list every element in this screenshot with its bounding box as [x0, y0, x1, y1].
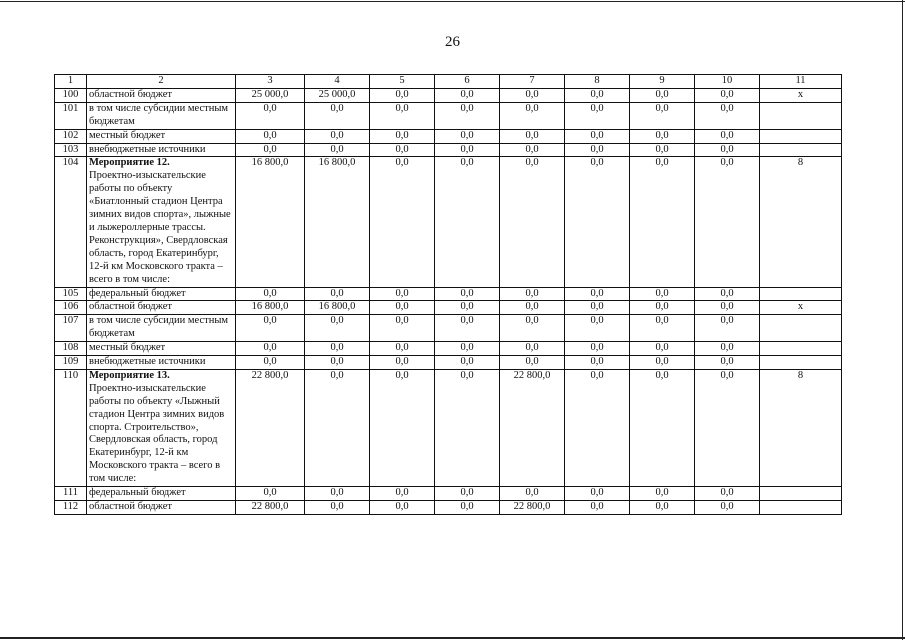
target-indicator-cell — [760, 143, 842, 157]
amount-cell: 0,0 — [236, 129, 305, 143]
target-indicator-cell — [760, 501, 842, 515]
amount-cell: 0,0 — [435, 102, 500, 129]
amount-cell: 0,0 — [435, 315, 500, 342]
column-header: 1 — [55, 75, 87, 89]
amount-cell: 0,0 — [695, 342, 760, 356]
amount-cell: 0,0 — [500, 129, 565, 143]
row-number: 100 — [55, 88, 87, 102]
row-description — [87, 301, 236, 315]
amount-cell: 0,0 — [370, 501, 435, 515]
column-header: 3 — [236, 75, 305, 89]
target-indicator-cell: 8 — [760, 369, 842, 486]
amount-cell: 0,0 — [305, 369, 370, 486]
row-number: 111 — [55, 487, 87, 501]
amount-cell: 16 800,0 — [236, 301, 305, 315]
row-description — [87, 102, 236, 129]
row-text: местный бюджет — [89, 342, 166, 354]
amount-cell: 16 800,0 — [305, 301, 370, 315]
row-description — [87, 143, 236, 157]
amount-cell: 0,0 — [370, 143, 435, 157]
amount-cell: 0,0 — [500, 356, 565, 370]
row-number: 110 — [55, 369, 87, 486]
measure-title: Мероприятие 12. — [89, 157, 170, 169]
row-description — [87, 369, 236, 486]
column-header: 4 — [305, 75, 370, 89]
amount-cell: 0,0 — [695, 157, 760, 287]
amount-cell: 22 800,0 — [236, 369, 305, 486]
target-indicator-cell: 8 — [760, 157, 842, 287]
row-text: областной бюджет — [89, 301, 172, 313]
amount-cell: 0,0 — [435, 342, 500, 356]
amount-cell: 0,0 — [370, 157, 435, 287]
row-number: 101 — [55, 102, 87, 129]
amount-cell: 0,0 — [435, 157, 500, 287]
table-row — [55, 88, 842, 102]
amount-cell: 0,0 — [435, 356, 500, 370]
amount-cell: 0,0 — [305, 501, 370, 515]
scan-right-edge — [902, 0, 903, 640]
row-number: 109 — [55, 356, 87, 370]
row-text: федеральный бюджет — [89, 487, 186, 499]
amount-cell: 0,0 — [630, 301, 695, 315]
column-number-row — [55, 75, 842, 89]
amount-cell: 0,0 — [695, 369, 760, 486]
row-description — [87, 487, 236, 501]
table-row — [55, 501, 842, 515]
column-header: 8 — [565, 75, 630, 89]
amount-cell: 0,0 — [435, 88, 500, 102]
row-text: внебюджетные источники — [89, 356, 206, 368]
amount-cell: 0,0 — [370, 487, 435, 501]
amount-cell: 22 800,0 — [500, 501, 565, 515]
amount-cell: 0,0 — [630, 157, 695, 287]
measure-title: Мероприятие 13. — [89, 369, 170, 381]
amount-cell: 0,0 — [370, 287, 435, 301]
amount-cell: 0,0 — [630, 315, 695, 342]
amount-cell: 22 800,0 — [500, 369, 565, 486]
amount-cell: 0,0 — [695, 102, 760, 129]
amount-cell: 0,0 — [500, 157, 565, 287]
row-description — [87, 88, 236, 102]
amount-cell: 0,0 — [630, 287, 695, 301]
table-row — [55, 356, 842, 370]
row-description — [87, 315, 236, 342]
amount-cell: 0,0 — [630, 102, 695, 129]
amount-cell: 0,0 — [370, 102, 435, 129]
amount-cell: 0,0 — [565, 301, 630, 315]
row-number: 112 — [55, 501, 87, 515]
target-indicator-cell — [760, 102, 842, 129]
amount-cell: 0,0 — [236, 102, 305, 129]
amount-cell: 0,0 — [370, 301, 435, 315]
amount-cell: 0,0 — [305, 342, 370, 356]
amount-cell: 0,0 — [500, 102, 565, 129]
row-text: Проектно-изыскательские работы по объекту «Биатлонный стадион Центра зимних видов спорта», лыжные и лыжероллерные трассы. Реконструкция», Свердловская область, город Екатеринбург, 12-й км Московского тракта – всего в том числе: — [89, 170, 231, 285]
table-row — [55, 287, 842, 301]
amount-cell: 0,0 — [695, 487, 760, 501]
amount-cell: 0,0 — [695, 315, 760, 342]
table-row — [55, 102, 842, 129]
target-indicator-cell — [760, 342, 842, 356]
amount-cell: 25 000,0 — [305, 88, 370, 102]
amount-cell: 0,0 — [305, 129, 370, 143]
amount-cell: 0,0 — [630, 129, 695, 143]
amount-cell: 0,0 — [305, 315, 370, 342]
target-indicator-cell — [760, 129, 842, 143]
amount-cell: 0,0 — [695, 129, 760, 143]
amount-cell: 16 800,0 — [305, 157, 370, 287]
scan-bottom-edge — [0, 637, 905, 639]
amount-cell: 0,0 — [305, 143, 370, 157]
amount-cell: 0,0 — [695, 301, 760, 315]
row-description — [87, 129, 236, 143]
target-indicator-cell: х — [760, 88, 842, 102]
row-text: внебюджетные источники — [89, 143, 206, 155]
row-number: 108 — [55, 342, 87, 356]
amount-cell: 0,0 — [236, 143, 305, 157]
amount-cell: 0,0 — [630, 342, 695, 356]
amount-cell: 0,0 — [565, 143, 630, 157]
amount-cell: 0,0 — [565, 501, 630, 515]
table-row — [55, 315, 842, 342]
column-header: 9 — [630, 75, 695, 89]
amount-cell: 0,0 — [695, 356, 760, 370]
amount-cell: 0,0 — [565, 369, 630, 486]
amount-cell: 0,0 — [630, 487, 695, 501]
amount-cell: 0,0 — [500, 487, 565, 501]
amount-cell: 0,0 — [435, 287, 500, 301]
row-text: местный бюджет — [89, 129, 166, 141]
table-row — [55, 143, 842, 157]
column-header: 5 — [370, 75, 435, 89]
amount-cell: 0,0 — [500, 301, 565, 315]
amount-cell: 25 000,0 — [236, 88, 305, 102]
amount-cell: 0,0 — [435, 129, 500, 143]
row-text: областной бюджет — [89, 88, 172, 100]
amount-cell: 0,0 — [435, 301, 500, 315]
row-number: 105 — [55, 287, 87, 301]
amount-cell: 0,0 — [630, 501, 695, 515]
amount-cell: 0,0 — [630, 88, 695, 102]
target-indicator-cell — [760, 487, 842, 501]
target-indicator-cell: х — [760, 301, 842, 315]
table-row — [55, 157, 842, 287]
amount-cell: 0,0 — [565, 88, 630, 102]
amount-cell: 0,0 — [236, 315, 305, 342]
amount-cell: 0,0 — [435, 487, 500, 501]
column-header: 10 — [695, 75, 760, 89]
row-description — [87, 501, 236, 515]
row-number: 107 — [55, 315, 87, 342]
amount-cell: 0,0 — [695, 88, 760, 102]
amount-cell: 0,0 — [630, 369, 695, 486]
table-row — [55, 369, 842, 486]
amount-cell: 0,0 — [370, 342, 435, 356]
amount-cell: 0,0 — [695, 143, 760, 157]
row-description — [87, 356, 236, 370]
amount-cell: 0,0 — [236, 342, 305, 356]
amount-cell: 0,0 — [370, 369, 435, 486]
target-indicator-cell — [760, 356, 842, 370]
amount-cell: 0,0 — [565, 102, 630, 129]
amount-cell: 0,0 — [565, 315, 630, 342]
amount-cell: 0,0 — [435, 143, 500, 157]
amount-cell: 0,0 — [500, 88, 565, 102]
amount-cell: 0,0 — [305, 287, 370, 301]
row-text: областной бюджет — [89, 501, 172, 512]
row-text: федеральный бюджет — [89, 287, 186, 299]
column-header: 7 — [500, 75, 565, 89]
funding-table — [54, 74, 842, 515]
row-number: 102 — [55, 129, 87, 143]
amount-cell: 0,0 — [305, 487, 370, 501]
table-row — [55, 301, 842, 315]
column-header: 6 — [435, 75, 500, 89]
row-text: в том числе субсидии местным бюджетам — [89, 102, 229, 127]
amount-cell: 0,0 — [695, 501, 760, 515]
amount-cell: 0,0 — [305, 102, 370, 129]
column-header: 2 — [87, 75, 236, 89]
amount-cell: 0,0 — [435, 501, 500, 515]
row-number: 103 — [55, 143, 87, 157]
amount-cell: 0,0 — [500, 342, 565, 356]
row-text: в том числе субсидии местным бюджетам — [89, 315, 229, 340]
row-number: 104 — [55, 157, 87, 287]
target-indicator-cell — [760, 287, 842, 301]
amount-cell: 22 800,0 — [236, 501, 305, 515]
amount-cell: 0,0 — [236, 487, 305, 501]
amount-cell: 0,0 — [630, 356, 695, 370]
amount-cell: 0,0 — [500, 287, 565, 301]
amount-cell: 0,0 — [695, 287, 760, 301]
target-indicator-cell — [760, 315, 842, 342]
amount-cell: 0,0 — [500, 315, 565, 342]
amount-cell: 16 800,0 — [236, 157, 305, 287]
amount-cell: 0,0 — [236, 287, 305, 301]
amount-cell: 0,0 — [565, 356, 630, 370]
amount-cell: 0,0 — [500, 143, 565, 157]
row-text: Проектно-изыскательские работы по объекту «Лыжный стадион Центра зимних видов спорта. Строительство», Свердловская область, город Екатеринбург, 12-й км Московского тракта – всего в том числе: — [89, 382, 225, 485]
table-row — [55, 342, 842, 356]
table-row — [55, 487, 842, 501]
amount-cell: 0,0 — [370, 356, 435, 370]
amount-cell: 0,0 — [565, 487, 630, 501]
amount-cell: 0,0 — [630, 143, 695, 157]
scan-top-edge — [0, 1, 905, 2]
amount-cell: 0,0 — [370, 88, 435, 102]
amount-cell: 0,0 — [435, 369, 500, 486]
row-number: 106 — [55, 301, 87, 315]
amount-cell: 0,0 — [565, 129, 630, 143]
table-row — [55, 129, 842, 143]
row-description — [87, 287, 236, 301]
page-number: 26 — [445, 34, 460, 50]
row-description — [87, 157, 236, 287]
amount-cell: 0,0 — [305, 356, 370, 370]
column-header: 11 — [760, 75, 842, 89]
amount-cell: 0,0 — [565, 157, 630, 287]
amount-cell: 0,0 — [565, 342, 630, 356]
amount-cell: 0,0 — [370, 315, 435, 342]
amount-cell: 0,0 — [370, 129, 435, 143]
row-description — [87, 342, 236, 356]
amount-cell: 0,0 — [565, 287, 630, 301]
amount-cell: 0,0 — [236, 356, 305, 370]
